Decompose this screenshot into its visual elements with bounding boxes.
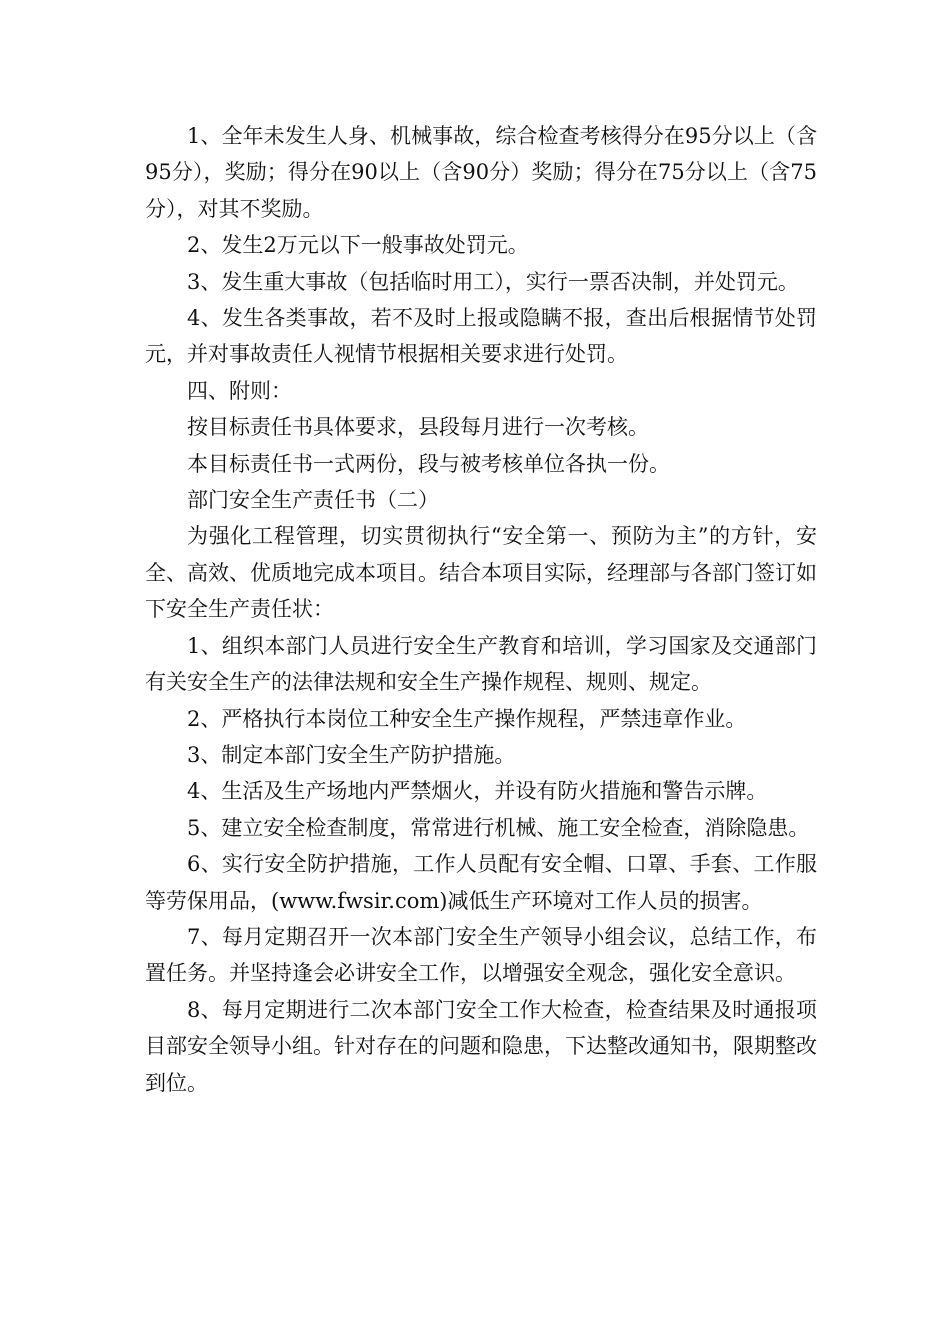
section-heading-appendix: 四、附则： xyxy=(187,378,292,403)
list-item-fire-safety: 4、生活及生产场地内严禁烟火，并设有防火措施和警告示牌。 xyxy=(187,779,768,804)
paragraph-minor-accident: 2、发生2万元以下一般事故处罚元。 xyxy=(187,233,529,258)
list-item-operating-rules: 2、严格执行本岗位工种安全生产操作规程，严禁违章作业。 xyxy=(187,706,747,731)
list-item-training: 1、组织本部门人员进行安全生产教育和培训，学习国家及交通部门有关安全生产的法律法规和安全生产操作规程、规则、规定。 xyxy=(145,633,817,695)
document-body xyxy=(145,118,817,1101)
paragraph-unreported-accident: 4、发生各类事故，若不及时上报或隐瞒不报，查出后根据情节处罚元，并对事故责任人视情节根据相关要求进行处罚。 xyxy=(145,306,817,367)
list-item-monthly-inspection: 8、每月定期进行二次本部门安全工作大检查，检查结果及时通报项目部安全领导小组。针对存在的问题和隐患，下达整改通知书，限期整改到位。 xyxy=(145,997,817,1095)
list-item-protective-measures: 3、制定本部门安全生产防护措施。 xyxy=(187,742,516,767)
paragraph-monthly-assessment: 按目标责任书具体要求，县段每月进行一次考核。 xyxy=(187,415,649,440)
paragraph-copies: 本目标责任书一式两份，段与被考核单位各执一份。 xyxy=(187,451,670,476)
document-subtitle: 部门安全生产责任书（二） xyxy=(187,488,439,513)
list-item-inspection-system: 5、建立安全检查制度，常常进行机械、施工安全检查，消除隐患。 xyxy=(187,815,810,840)
paragraph-major-accident: 3、发生重大事故（包括临时用工），实行一票否决制，并处罚元。 xyxy=(187,269,799,294)
paragraph-reward-terms: 1、全年未发生人身、机械事故，综合检查考核得分在95分以上（含95分），奖励；得分在90以上（含90分）奖励；得分在75分以上（含75分），对其不奖励。 xyxy=(145,124,817,221)
paragraph-introduction: 为强化工程管理，切实贯彻执行“安全第一、预防为主”的方针，安全、高效、优质地完成本项目。结合本项目实际，经理部与各部门签订如下安全生产责任状： xyxy=(145,524,817,622)
list-item-protective-equipment: 6、实行安全防护措施，工作人员配有安全帽、口罩、手套、工作服等劳保用品，(www.fwsir.com)减低生产环境对工作人员的损害。 xyxy=(145,852,817,913)
list-item-monthly-meeting: 7、每月定期召开一次本部门安全生产领导小组会议，总结工作，布置任务。并坚持逢会必讲安全工作，以增强安全观念，强化安全意识。 xyxy=(145,924,817,986)
